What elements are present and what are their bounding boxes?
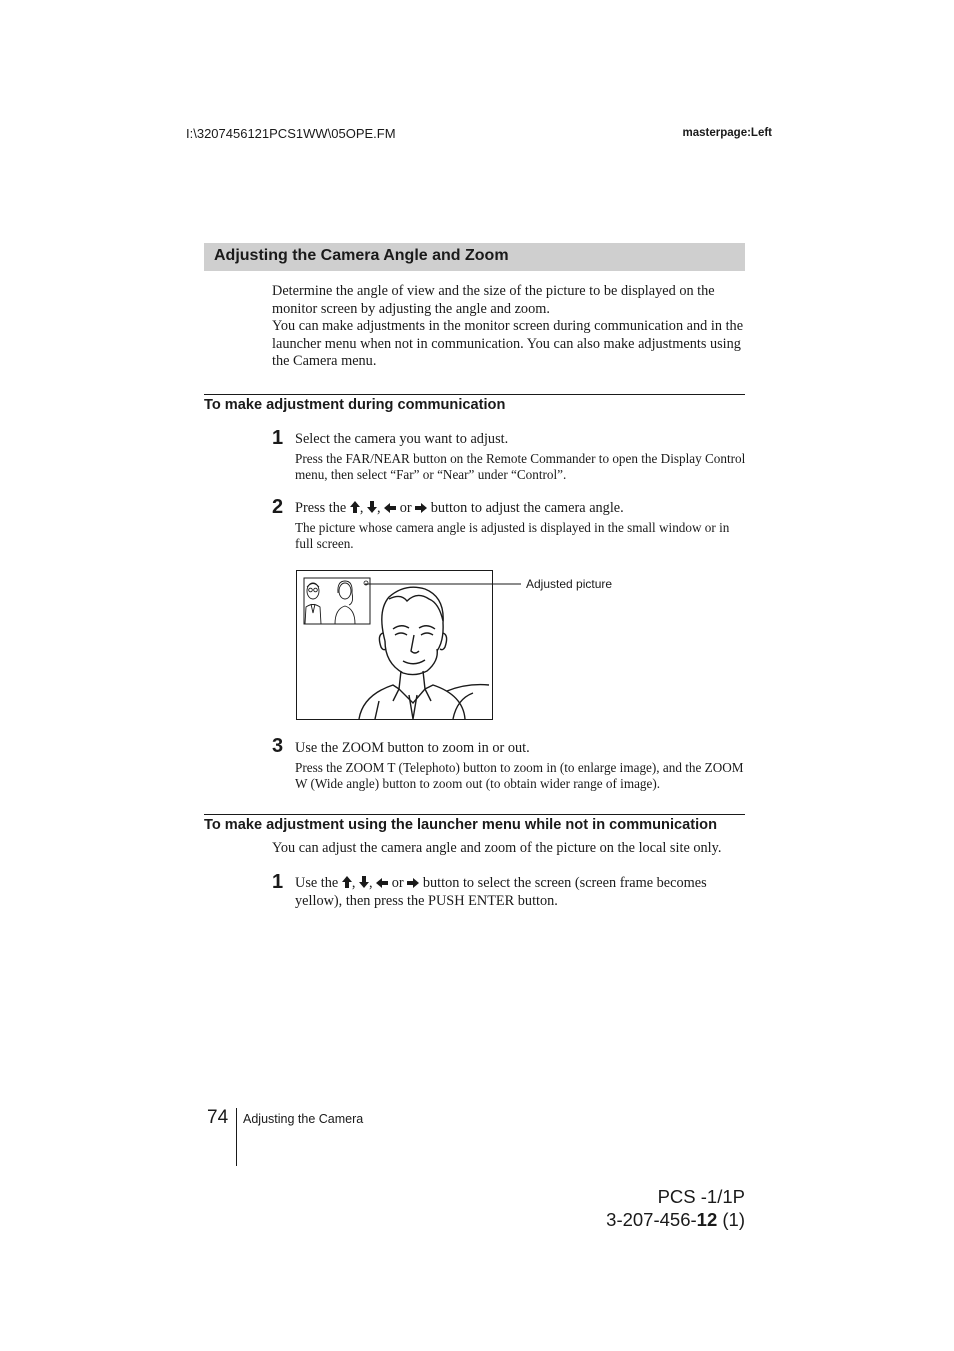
step-text: , (369, 875, 373, 891)
arrow-right-icon (407, 878, 419, 888)
step-detail: The picture whose camera angle is adjusted is displayed in the small window or in full screen. (295, 520, 730, 552)
step-instruction (295, 875, 747, 910)
arrow-right-icon (415, 503, 427, 513)
step-instruction (295, 500, 747, 518)
intro-paragraph-1: Determine the angle of view and the size of the picture to be displayed on the monitor screen by adjusting the angle and zoom. (272, 283, 715, 317)
footer-divider (236, 1108, 237, 1166)
step-instruction: Select the camera you want to adjust. (295, 431, 509, 447)
arrow-down-icon (359, 876, 369, 888)
code-revision: 12 (696, 1209, 718, 1230)
section-intro (272, 283, 748, 371)
arrow-left-icon (384, 503, 396, 513)
main-person-face (359, 587, 489, 719)
step-detail: Press the FAR/NEAR button on the Remote Commander to open the Display Control menu, then select “Far” or “Near” under “Control”. (295, 451, 746, 483)
step-text: button to select the screen (screen frame becomes (422, 875, 707, 891)
subheading-during: To make adjustment during communication (204, 397, 506, 413)
launcher-intro: You can adjust the camera angle and zoom of the picture on the local site only. (272, 840, 722, 856)
divider-rule (204, 814, 745, 815)
step-text: or (391, 875, 404, 891)
arrow-up-icon (342, 876, 352, 888)
step-number: 1 (272, 871, 284, 893)
subheading-launcher: To make adjustment using the launcher menu while not in communication (204, 817, 718, 833)
code-prefix: 3-207-456- (606, 1209, 697, 1230)
monitor-screen-illustration (296, 570, 493, 720)
section-title: Adjusting the Camera Angle and Zoom (214, 247, 509, 264)
divider-rule (204, 394, 745, 395)
file-path: I:\3207456121PCS1WW\05OPE.FM (186, 126, 396, 141)
step-line-1 (295, 875, 747, 893)
arrow-up-icon (350, 501, 360, 513)
intro-paragraph-2: You can make adjustments in the monitor screen during communication and in the launcher menu when not in communication. You can also make adjustments using the Camera menu. (272, 318, 744, 370)
step-number: 2 (272, 496, 284, 518)
page-number: 74 (207, 1107, 229, 1128)
document-code (606, 1209, 745, 1231)
monitor-illustration-svg (297, 571, 492, 719)
step-text: button to adjust the camera angle. (430, 500, 624, 516)
arrow-down-icon (367, 501, 377, 513)
model-number: PCS -1/1P (657, 1186, 745, 1207)
step-text: , (376, 500, 381, 516)
step-text: Press the (295, 500, 347, 516)
code-suffix: (1) (717, 1209, 745, 1230)
masterpage-label: masterpage:Left (682, 127, 772, 139)
step-text: , (359, 500, 364, 516)
footer-section-name: Adjusting the Camera (243, 1112, 364, 1126)
step-number: 3 (272, 735, 284, 757)
figure-callout-label: Adjusted picture (526, 577, 613, 591)
step-detail: Press the ZOOM T (Telephoto) button to zoom in (to enlarge image), and the ZOOM W (Wide angle) button to zoom out (to obtain wider range of image). (295, 760, 744, 792)
step-text: Use the (295, 875, 339, 891)
step-text: , (351, 875, 356, 891)
callout-leader-line (365, 583, 521, 585)
small-window (304, 578, 370, 624)
arrow-left-icon (376, 878, 388, 888)
step-number: 1 (272, 427, 284, 449)
step-text: or (399, 500, 412, 516)
step-instruction: Use the ZOOM button to zoom in or out. (295, 740, 530, 756)
step-line-2: yellow), then press the PUSH ENTER button. (295, 892, 558, 909)
